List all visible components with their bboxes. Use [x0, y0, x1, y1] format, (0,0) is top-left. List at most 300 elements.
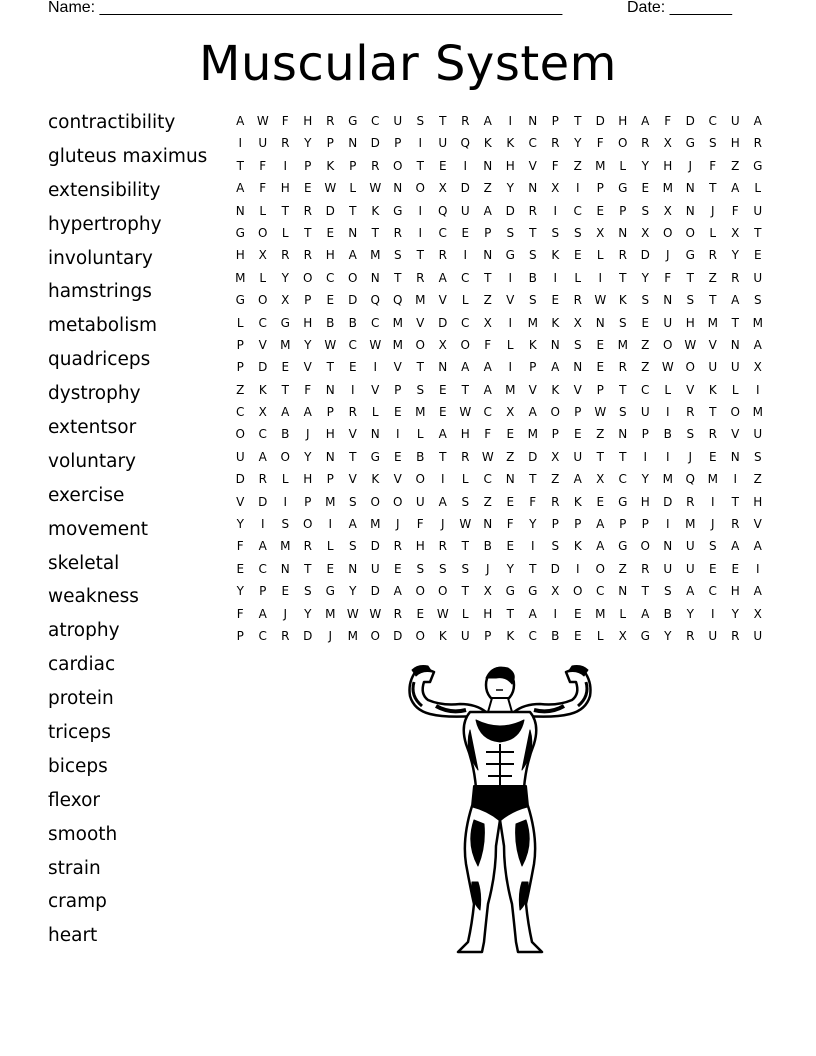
grid-cell[interactable]: S — [573, 337, 582, 352]
grid-cell[interactable]: O — [415, 628, 425, 643]
grid-cell[interactable]: N — [348, 225, 358, 240]
grid-cell[interactable]: Y — [506, 561, 514, 576]
grid-cell[interactable]: N — [370, 427, 380, 442]
grid-cell[interactable]: C — [326, 270, 335, 285]
grid-cell[interactable]: L — [326, 539, 334, 554]
grid-cell[interactable]: K — [528, 337, 537, 352]
grid-cell[interactable]: C — [528, 136, 537, 151]
grid-cell[interactable]: G — [640, 628, 650, 643]
grid-cell[interactable]: I — [755, 382, 760, 397]
grid-cell[interactable]: H — [753, 494, 763, 509]
grid-cell[interactable]: L — [236, 315, 244, 330]
grid-cell[interactable]: T — [281, 382, 289, 397]
grid-cell[interactable]: K — [506, 628, 515, 643]
grid-cell[interactable]: V — [416, 315, 425, 330]
grid-cell[interactable]: C — [258, 628, 267, 643]
grid-cell[interactable]: M — [662, 181, 673, 196]
grid-cell[interactable]: X — [258, 405, 267, 420]
grid-cell[interactable]: C — [573, 203, 582, 218]
grid-cell[interactable]: M — [505, 382, 516, 397]
grid-cell[interactable]: D — [663, 494, 673, 509]
grid-cell[interactable]: I — [508, 315, 513, 330]
grid-cell[interactable]: O — [663, 225, 673, 240]
grid-cell[interactable]: S — [416, 561, 425, 576]
grid-cell[interactable]: K — [618, 293, 627, 308]
grid-cell[interactable]: O — [393, 494, 403, 509]
grid-cell[interactable]: E — [326, 293, 335, 308]
grid-cell[interactable]: S — [686, 293, 695, 308]
grid-cell[interactable]: T — [439, 114, 447, 128]
grid-cell[interactable]: F — [484, 337, 492, 352]
grid-cell[interactable]: H — [303, 114, 313, 128]
grid-cell[interactable]: Y — [641, 270, 649, 285]
grid-cell[interactable]: R — [618, 248, 627, 263]
grid-cell[interactable]: N — [348, 561, 358, 576]
grid-cell[interactable]: I — [508, 270, 513, 285]
grid-cell[interactable]: P — [326, 472, 334, 487]
grid-cell[interactable]: F — [731, 203, 739, 218]
grid-cell[interactable]: C — [461, 315, 470, 330]
grid-cell[interactable]: G — [393, 203, 403, 218]
grid-cell[interactable]: L — [461, 472, 469, 487]
grid-cell[interactable]: M — [752, 405, 763, 420]
grid-cell[interactable]: I — [553, 606, 558, 621]
grid-cell[interactable]: X — [551, 181, 560, 196]
date-field[interactable]: Date: _______ — [627, 0, 732, 16]
grid-cell[interactable]: P — [326, 136, 334, 151]
grid-cell[interactable]: I — [665, 405, 670, 420]
grid-cell[interactable]: P — [619, 517, 627, 532]
grid-cell[interactable]: O — [663, 337, 673, 352]
grid-cell[interactable]: Z — [641, 337, 650, 352]
grid-cell[interactable]: W — [459, 405, 472, 420]
grid-cell[interactable]: P — [304, 494, 312, 509]
grid-cell[interactable]: U — [573, 449, 583, 464]
grid-cell[interactable]: X — [663, 136, 672, 151]
grid-cell[interactable]: R — [573, 293, 582, 308]
grid-cell[interactable]: D — [595, 114, 605, 128]
grid-cell[interactable]: C — [641, 382, 650, 397]
grid-cell[interactable]: T — [484, 270, 492, 285]
grid-cell[interactable]: W — [324, 337, 337, 352]
grid-cell[interactable]: Z — [236, 382, 245, 397]
grid-cell[interactable]: Y — [506, 181, 514, 196]
grid-cell[interactable]: L — [596, 248, 604, 263]
grid-cell[interactable]: R — [686, 628, 695, 643]
grid-cell[interactable]: R — [686, 494, 695, 509]
grid-cell[interactable]: H — [663, 158, 673, 173]
grid-cell[interactable]: L — [259, 203, 267, 218]
grid-cell[interactable]: M — [617, 337, 628, 352]
grid-cell[interactable]: Y — [529, 517, 537, 532]
grid-cell[interactable]: N — [505, 472, 515, 487]
grid-cell[interactable]: F — [236, 606, 244, 621]
grid-cell[interactable]: Y — [574, 136, 582, 151]
grid-cell[interactable]: H — [685, 315, 695, 330]
grid-cell[interactable]: O — [618, 136, 628, 151]
grid-cell[interactable]: C — [461, 270, 470, 285]
grid-cell[interactable]: K — [708, 382, 717, 397]
grid-cell[interactable]: P — [259, 584, 267, 599]
grid-cell[interactable]: G — [505, 248, 515, 263]
grid-cell[interactable]: N — [483, 158, 493, 173]
grid-cell[interactable]: A — [641, 114, 650, 128]
grid-cell[interactable]: U — [685, 539, 695, 554]
grid-cell[interactable]: E — [393, 449, 402, 464]
grid-cell[interactable]: Y — [641, 158, 649, 173]
grid-cell[interactable]: G — [618, 539, 628, 554]
grid-cell[interactable]: F — [664, 114, 672, 128]
grid-cell[interactable]: K — [573, 539, 582, 554]
grid-cell[interactable]: R — [461, 114, 470, 128]
grid-cell[interactable]: I — [665, 517, 670, 532]
grid-cell[interactable]: T — [619, 449, 627, 464]
grid-cell[interactable]: X — [551, 449, 560, 464]
grid-cell[interactable]: E — [438, 158, 447, 173]
grid-cell[interactable]: E — [393, 561, 402, 576]
grid-cell[interactable]: S — [393, 248, 402, 263]
grid-cell[interactable]: Q — [460, 136, 470, 151]
grid-cell[interactable]: B — [551, 628, 560, 643]
grid-cell[interactable]: R — [618, 360, 627, 375]
grid-cell[interactable]: R — [641, 561, 650, 576]
grid-cell[interactable]: C — [438, 225, 447, 240]
grid-cell[interactable]: Q — [370, 293, 380, 308]
grid-cell[interactable]: B — [416, 449, 425, 464]
grid-cell[interactable]: L — [281, 472, 289, 487]
grid-cell[interactable]: T — [574, 114, 582, 128]
grid-cell[interactable]: S — [303, 584, 312, 599]
grid-cell[interactable]: L — [506, 337, 514, 352]
grid-cell[interactable]: B — [483, 539, 492, 554]
grid-cell[interactable]: R — [641, 136, 650, 151]
grid-cell[interactable]: Z — [731, 158, 740, 173]
grid-cell[interactable]: S — [528, 293, 537, 308]
grid-cell[interactable]: C — [483, 405, 492, 420]
grid-cell[interactable]: F — [709, 158, 717, 173]
grid-cell[interactable]: T — [686, 270, 694, 285]
grid-cell[interactable]: L — [371, 405, 379, 420]
grid-cell[interactable]: K — [258, 382, 267, 397]
grid-cell[interactable]: D — [370, 136, 380, 151]
grid-cell[interactable]: S — [663, 584, 672, 599]
grid-cell[interactable]: P — [596, 382, 604, 397]
grid-cell[interactable]: D — [348, 293, 358, 308]
grid-cell[interactable]: Q — [438, 203, 448, 218]
grid-cell[interactable]: E — [326, 561, 335, 576]
grid-cell[interactable]: M — [235, 270, 246, 285]
grid-cell[interactable]: L — [664, 382, 672, 397]
grid-cell[interactable]: E — [573, 248, 582, 263]
grid-cell[interactable]: D — [370, 584, 380, 599]
grid-cell[interactable]: C — [708, 114, 717, 128]
grid-cell[interactable]: X — [483, 584, 492, 599]
grid-cell[interactable]: F — [259, 181, 267, 196]
grid-cell[interactable]: S — [753, 293, 762, 308]
grid-cell[interactable]: Y — [304, 449, 312, 464]
grid-cell[interactable]: X — [438, 337, 447, 352]
grid-cell[interactable]: O — [303, 517, 313, 532]
grid-cell[interactable]: F — [529, 494, 537, 509]
grid-cell[interactable]: O — [685, 225, 695, 240]
grid-cell[interactable]: A — [573, 472, 582, 487]
grid-cell[interactable]: E — [573, 606, 582, 621]
grid-cell[interactable]: R — [731, 270, 740, 285]
grid-cell[interactable]: V — [371, 382, 380, 397]
grid-cell[interactable]: K — [326, 158, 335, 173]
grid-cell[interactable]: T — [461, 382, 469, 397]
grid-cell[interactable]: O — [415, 584, 425, 599]
grid-cell[interactable]: M — [325, 494, 336, 509]
grid-cell[interactable]: W — [369, 337, 382, 352]
grid-cell[interactable]: P — [551, 517, 559, 532]
grid-cell[interactable]: R — [731, 628, 740, 643]
grid-cell[interactable]: S — [573, 225, 582, 240]
grid-cell[interactable]: N — [663, 539, 673, 554]
grid-cell[interactable]: T — [461, 539, 469, 554]
grid-cell[interactable]: A — [753, 337, 762, 352]
grid-cell[interactable]: I — [395, 427, 400, 442]
grid-cell[interactable]: K — [371, 203, 380, 218]
grid-cell[interactable]: A — [483, 360, 492, 375]
grid-cell[interactable]: W — [481, 449, 494, 464]
grid-cell[interactable]: I — [575, 561, 580, 576]
grid-cell[interactable]: O — [550, 405, 560, 420]
grid-cell[interactable]: F — [416, 517, 424, 532]
grid-cell[interactable]: I — [260, 517, 265, 532]
grid-cell[interactable]: F — [281, 114, 289, 128]
grid-cell[interactable]: I — [553, 270, 558, 285]
grid-cell[interactable]: R — [281, 628, 290, 643]
grid-cell[interactable]: R — [551, 136, 560, 151]
grid-cell[interactable]: N — [730, 449, 740, 464]
grid-cell[interactable]: M — [527, 427, 538, 442]
grid-cell[interactable]: Y — [641, 472, 649, 487]
grid-cell[interactable]: O — [258, 293, 268, 308]
grid-cell[interactable]: F — [551, 158, 559, 173]
grid-cell[interactable]: E — [438, 382, 447, 397]
grid-cell[interactable]: R — [528, 203, 537, 218]
grid-cell[interactable]: V — [731, 427, 740, 442]
grid-cell[interactable]: N — [618, 584, 628, 599]
grid-cell[interactable]: C — [618, 472, 627, 487]
grid-cell[interactable]: E — [416, 606, 425, 621]
grid-cell[interactable]: X — [618, 628, 627, 643]
grid-cell[interactable]: I — [710, 494, 715, 509]
grid-cell[interactable]: O — [730, 405, 740, 420]
grid-cell[interactable]: A — [236, 181, 245, 196]
grid-cell[interactable]: G — [685, 136, 695, 151]
grid-cell[interactable]: O — [370, 494, 380, 509]
grid-cell[interactable]: P — [641, 517, 649, 532]
grid-cell[interactable]: H — [505, 158, 515, 173]
grid-cell[interactable]: E — [573, 427, 582, 442]
grid-cell[interactable]: S — [618, 315, 627, 330]
grid-cell[interactable]: T — [506, 606, 514, 621]
grid-cell[interactable]: A — [348, 248, 357, 263]
grid-cell[interactable]: P — [574, 405, 582, 420]
grid-cell[interactable]: D — [505, 203, 515, 218]
grid-cell[interactable]: S — [416, 114, 425, 128]
grid-cell[interactable]: U — [438, 136, 448, 151]
grid-cell[interactable]: P — [236, 628, 244, 643]
grid-cell[interactable]: V — [506, 293, 515, 308]
grid-cell[interactable]: Z — [483, 494, 492, 509]
grid-cell[interactable]: V — [528, 158, 537, 173]
grid-cell[interactable]: M — [595, 158, 606, 173]
grid-cell[interactable]: O — [235, 427, 245, 442]
grid-cell[interactable]: I — [643, 449, 648, 464]
grid-cell[interactable]: W — [369, 606, 382, 621]
grid-cell[interactable]: R — [371, 158, 380, 173]
grid-cell[interactable]: A — [258, 539, 267, 554]
grid-cell[interactable]: P — [304, 293, 312, 308]
grid-cell[interactable]: R — [708, 248, 717, 263]
grid-cell[interactable]: U — [730, 114, 740, 128]
grid-cell[interactable]: I — [283, 158, 288, 173]
grid-cell[interactable]: T — [371, 225, 379, 240]
grid-cell[interactable]: R — [708, 427, 717, 442]
grid-cell[interactable]: Y — [236, 517, 244, 532]
grid-cell[interactable]: S — [708, 136, 717, 151]
grid-cell[interactable]: G — [618, 494, 628, 509]
grid-cell[interactable]: C — [258, 427, 267, 442]
grid-cell[interactable]: T — [596, 449, 604, 464]
grid-cell[interactable]: G — [370, 449, 380, 464]
grid-cell[interactable]: A — [596, 539, 605, 554]
grid-cell[interactable]: M — [392, 337, 403, 352]
grid-cell[interactable]: E — [506, 494, 515, 509]
grid-cell[interactable]: O — [280, 449, 290, 464]
grid-cell[interactable]: T — [416, 248, 424, 263]
grid-cell[interactable]: V — [348, 472, 357, 487]
grid-cell[interactable]: H — [640, 494, 650, 509]
grid-cell[interactable]: A — [731, 293, 740, 308]
grid-cell[interactable]: P — [236, 360, 244, 375]
grid-cell[interactable]: F — [304, 382, 312, 397]
grid-cell[interactable]: A — [596, 517, 605, 532]
grid-cell[interactable]: G — [685, 248, 695, 263]
grid-cell[interactable]: T — [416, 158, 424, 173]
grid-cell[interactable]: G — [348, 114, 358, 128]
grid-cell[interactable]: X — [506, 405, 515, 420]
grid-cell[interactable]: J — [440, 517, 445, 532]
grid-cell[interactable]: I — [283, 494, 288, 509]
grid-cell[interactable]: J — [710, 203, 715, 218]
grid-cell[interactable]: U — [370, 561, 380, 576]
grid-cell[interactable]: M — [280, 539, 291, 554]
grid-cell[interactable]: I — [665, 449, 670, 464]
grid-cell[interactable]: J — [328, 628, 333, 643]
grid-cell[interactable]: N — [550, 337, 560, 352]
grid-cell[interactable]: E — [326, 225, 335, 240]
grid-cell[interactable]: P — [304, 158, 312, 173]
grid-cell[interactable]: T — [349, 449, 357, 464]
grid-cell[interactable]: D — [370, 539, 380, 554]
grid-cell[interactable]: Z — [506, 449, 515, 464]
grid-cell[interactable]: J — [710, 517, 715, 532]
grid-cell[interactable]: C — [483, 472, 492, 487]
grid-cell[interactable]: E — [236, 561, 245, 576]
grid-cell[interactable]: S — [528, 248, 537, 263]
grid-cell[interactable]: V — [528, 382, 537, 397]
grid-cell[interactable]: L — [574, 270, 582, 285]
grid-cell[interactable]: R — [393, 539, 402, 554]
grid-cell[interactable]: N — [280, 561, 290, 576]
grid-cell[interactable]: D — [528, 449, 538, 464]
grid-cell[interactable]: Z — [483, 181, 492, 196]
grid-cell[interactable]: A — [753, 114, 762, 128]
grid-cell[interactable]: M — [707, 472, 718, 487]
grid-cell[interactable]: U — [640, 405, 650, 420]
grid-cell[interactable]: T — [641, 584, 649, 599]
grid-cell[interactable]: N — [393, 181, 403, 196]
grid-cell[interactable]: P — [551, 427, 559, 442]
grid-cell[interactable]: X — [753, 360, 762, 375]
grid-cell[interactable]: S — [551, 539, 560, 554]
grid-cell[interactable]: X — [258, 248, 267, 263]
grid-cell[interactable]: P — [326, 405, 334, 420]
grid-cell[interactable]: Z — [596, 427, 605, 442]
grid-cell[interactable]: L — [461, 606, 469, 621]
grid-cell[interactable]: H — [325, 427, 335, 442]
grid-cell[interactable]: I — [553, 203, 558, 218]
grid-cell[interactable]: G — [280, 315, 290, 330]
grid-cell[interactable]: Y — [304, 606, 312, 621]
grid-cell[interactable]: M — [415, 405, 426, 420]
grid-cell[interactable]: W — [324, 181, 337, 196]
grid-cell[interactable]: W — [256, 114, 269, 128]
grid-cell[interactable]: C — [528, 628, 537, 643]
grid-cell[interactable]: F — [664, 270, 672, 285]
grid-cell[interactable]: B — [663, 427, 672, 442]
grid-cell[interactable]: O — [640, 539, 650, 554]
grid-cell[interactable]: Z — [618, 561, 627, 576]
grid-cell[interactable]: X — [663, 203, 672, 218]
grid-cell[interactable]: H — [730, 136, 740, 151]
grid-cell[interactable]: V — [348, 427, 357, 442]
grid-cell[interactable]: V — [438, 293, 447, 308]
grid-cell[interactable]: N — [595, 315, 605, 330]
grid-cell[interactable]: A — [753, 539, 762, 554]
grid-cell[interactable]: P — [394, 136, 402, 151]
grid-cell[interactable]: A — [438, 427, 447, 442]
grid-cell[interactable]: I — [733, 472, 738, 487]
grid-cell[interactable]: X — [753, 606, 762, 621]
grid-cell[interactable]: L — [709, 225, 717, 240]
grid-cell[interactable]: S — [551, 225, 560, 240]
grid-cell[interactable]: B — [528, 270, 537, 285]
grid-cell[interactable]: V — [258, 337, 267, 352]
grid-cell[interactable]: S — [348, 539, 357, 554]
grid-cell[interactable]: D — [235, 472, 245, 487]
grid-cell[interactable]: S — [618, 405, 627, 420]
grid-cell[interactable]: U — [235, 449, 245, 464]
grid-cell[interactable]: I — [755, 561, 760, 576]
grid-cell[interactable]: P — [484, 628, 492, 643]
grid-cell[interactable]: O — [303, 270, 313, 285]
grid-cell[interactable]: X — [731, 225, 740, 240]
grid-cell[interactable]: J — [688, 449, 693, 464]
grid-cell[interactable]: I — [575, 181, 580, 196]
grid-cell[interactable]: E — [506, 427, 515, 442]
grid-cell[interactable]: S — [753, 449, 762, 464]
grid-cell[interactable]: U — [460, 628, 470, 643]
grid-cell[interactable]: E — [438, 405, 447, 420]
grid-cell[interactable]: V — [753, 517, 762, 532]
grid-cell[interactable]: L — [281, 225, 289, 240]
grid-cell[interactable]: H — [415, 539, 425, 554]
